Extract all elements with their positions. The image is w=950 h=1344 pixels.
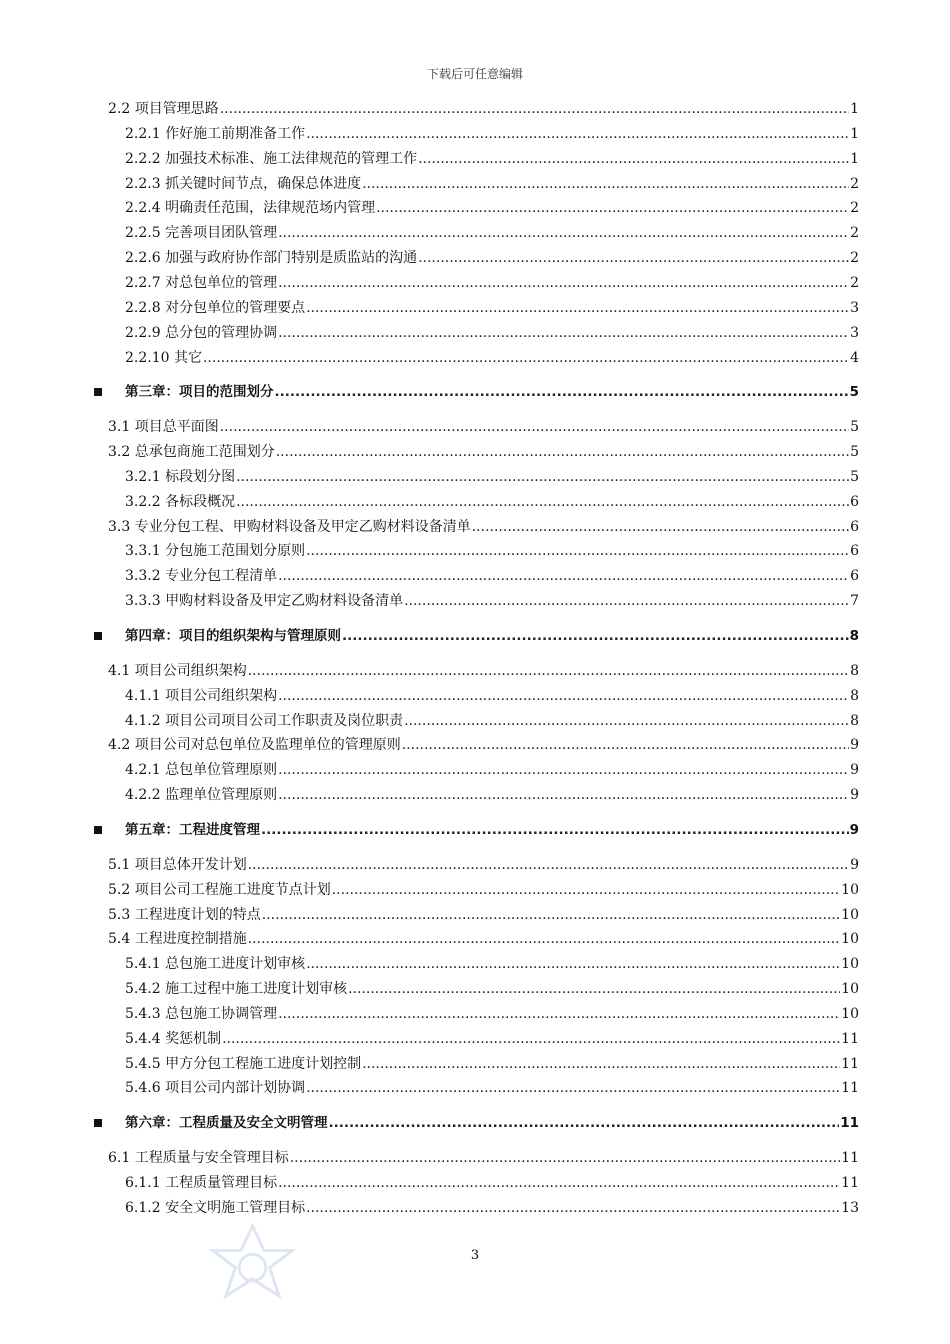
toc-entry[interactable] [125, 684, 859, 708]
toc-row[interactable] [0, 903, 950, 927]
toc-entry-page: 2 [850, 200, 859, 217]
toc-dot-leader [472, 515, 849, 539]
toc-entry-page: 2 [850, 225, 859, 242]
toc-entry[interactable] [108, 903, 859, 927]
toc-row[interactable] [0, 246, 950, 270]
toc-entry[interactable] [125, 783, 859, 807]
toc-chapter-row[interactable] [0, 380, 950, 404]
toc-entry-title: 5.3 工程进度计划的特点 [108, 906, 261, 923]
toc-entry-title: 4.1.2 项目公司项目公司工作职责及岗位职责 [125, 712, 404, 729]
toc-entry-page: 3 [850, 299, 859, 316]
toc-entry[interactable] [108, 878, 859, 902]
toc-entry-title: 6.1.2 安全文明施工管理目标 [125, 1199, 306, 1216]
toc-entry-page: 6 [850, 518, 859, 535]
toc-entry-page: 10 [841, 881, 859, 898]
toc-dot-leader [262, 903, 840, 927]
toc-chapter-row[interactable] [0, 1111, 950, 1135]
toc-row[interactable] [0, 440, 950, 464]
toc-dot-leader [278, 564, 849, 588]
toc-dot-leader [404, 709, 849, 733]
toc-dot-leader [418, 246, 849, 270]
toc-entry-page: 1 [850, 150, 859, 167]
toc-entry[interactable] [125, 196, 859, 220]
toc-row[interactable] [0, 1002, 950, 1026]
toc-entry[interactable] [108, 415, 859, 439]
toc-entry[interactable] [125, 1027, 859, 1051]
toc-entry-title: 第六章：工程质量及安全文明管理 [125, 1115, 328, 1132]
toc-row[interactable] [0, 490, 950, 514]
toc-entry[interactable] [108, 1146, 859, 1170]
toc-entry[interactable] [125, 1111, 859, 1135]
toc-entry-title: 2.2.2 加强技术标准、施工法律规范的管理工作 [125, 150, 418, 167]
toc-row[interactable] [0, 878, 950, 902]
toc-entry-title: 2.2.9 总分包的管理协调 [125, 324, 278, 341]
toc-entry-page: 6 [850, 493, 859, 510]
toc-entry-page: 5 [850, 468, 859, 485]
toc-row[interactable] [0, 1171, 950, 1195]
toc-dot-leader [348, 977, 840, 1001]
toc-entry-title: 5.4.5 甲方分包工程施工进度计划控制 [125, 1055, 362, 1072]
toc-row[interactable] [0, 733, 950, 757]
toc-entry[interactable] [125, 465, 859, 489]
toc-entry[interactable] [125, 172, 859, 196]
toc-dot-leader [261, 818, 849, 842]
toc-dot-leader [278, 271, 849, 295]
toc-row[interactable] [0, 1196, 950, 1220]
toc-entry[interactable] [125, 1196, 859, 1220]
toc-entry-page: 11 [841, 1030, 859, 1047]
toc-dot-leader [248, 853, 849, 877]
toc-entry-page: 5 [850, 419, 859, 436]
toc-entry-title: 5.4.2 施工过程中施工进度计划审核 [125, 981, 348, 998]
toc-dot-leader [278, 221, 849, 245]
page-number: 3 [470, 1248, 480, 1263]
toc-entry-title: 5.4.4 奖惩机制 [125, 1030, 222, 1047]
toc-entry-page: 11 [841, 1175, 859, 1191]
toc-entry-title: 6.1.1 工程质量管理目标 [125, 1175, 278, 1191]
toc-entry[interactable] [125, 1002, 859, 1026]
toc-dot-leader [278, 783, 849, 807]
toc-row[interactable] [0, 346, 950, 370]
toc-entry-page: 8 [849, 628, 859, 644]
toc-entry-page: 10 [841, 931, 859, 948]
toc-entry-page: 2 [850, 274, 859, 291]
toc-row[interactable] [0, 147, 950, 171]
toc-dot-leader [203, 346, 849, 370]
toc-entry[interactable] [125, 977, 859, 1001]
toc-entry[interactable] [125, 758, 859, 782]
toc-entry-title: 4.1 项目公司组织架构 [108, 662, 247, 679]
toc-entry-page: 9 [850, 737, 859, 754]
toc-entry-title: 3.3.1 分包施工范围划分原则 [125, 543, 306, 560]
toc-dot-leader [329, 1111, 840, 1135]
toc-dot-leader [220, 97, 849, 121]
toc-dot-leader [236, 465, 849, 489]
toc-entry[interactable] [125, 346, 859, 370]
toc-entry-title: 2.2.8 对分包单位的管理要点 [125, 299, 306, 316]
toc-entry-title: 3.3.3 甲购材料设备及甲定乙购材料设备清单 [125, 593, 404, 610]
toc-entry[interactable] [125, 380, 859, 404]
toc-entry[interactable] [125, 321, 859, 345]
toc-row[interactable] [0, 1052, 950, 1076]
toc-row[interactable] [0, 415, 950, 439]
toc-dot-leader [278, 321, 849, 345]
toc-entry-title: 6.1 工程质量与安全管理目标 [108, 1150, 289, 1167]
square-bullet-icon [94, 632, 102, 640]
toc-entry-page: 6 [850, 568, 859, 585]
toc-row[interactable] [0, 321, 950, 345]
toc-entry-page: 9 [850, 787, 859, 804]
toc-dot-leader [248, 659, 849, 683]
toc-entry[interactable] [125, 624, 859, 648]
toc-entry-page: 10 [841, 906, 859, 923]
toc-entry-page: 10 [841, 981, 859, 998]
toc-entry-page: 3 [850, 324, 859, 341]
toc-entry[interactable] [125, 1076, 859, 1100]
toc-entry-title: 5.4.1 总包施工进度计划审核 [125, 956, 306, 973]
toc-entry-title: 2.2.3 抓关键时间节点，确保总体进度 [125, 175, 362, 192]
toc-row[interactable] [0, 271, 950, 295]
toc-entry[interactable] [108, 659, 859, 683]
toc-row[interactable] [0, 1027, 950, 1051]
toc-dot-leader [306, 952, 840, 976]
toc-entry-page: 11 [841, 1055, 859, 1072]
square-bullet-icon [94, 388, 102, 396]
toc-entry-title: 5.4.3 总包施工协调管理 [125, 1005, 278, 1022]
toc-row[interactable] [0, 97, 950, 121]
toc-entry[interactable] [108, 440, 859, 464]
toc-row[interactable] [0, 122, 950, 146]
toc-chapter-row[interactable] [0, 818, 950, 842]
watermark-logo-icon [205, 1222, 300, 1317]
toc-entry-page: 7 [850, 593, 859, 610]
toc-dot-leader [222, 1027, 840, 1051]
toc-row[interactable] [0, 709, 950, 733]
toc-entry-title: 2.2.1 作好施工前期准备工作 [125, 125, 306, 142]
toc-entry[interactable] [108, 733, 859, 757]
toc-entry-title: 2.2.6 加强与政府协作部门特别是质监站的沟通 [125, 250, 418, 267]
toc-entry-page: 9 [850, 762, 859, 779]
toc-entry[interactable] [125, 147, 859, 171]
toc-dot-leader [362, 1052, 840, 1076]
toc-row[interactable] [0, 172, 950, 196]
toc-entry[interactable] [125, 589, 859, 613]
toc-entry-title: 3.3.2 专业分包工程清单 [125, 568, 278, 585]
toc-row[interactable] [0, 221, 950, 245]
toc-entry-title: 5.1 项目总体开发计划 [108, 856, 247, 873]
toc-entry-page: 11 [841, 1150, 859, 1167]
toc-entry-title: 2.2.10 其它 [125, 349, 202, 366]
toc-entry[interactable] [108, 853, 859, 877]
toc-row[interactable] [0, 853, 950, 877]
square-bullet-icon [94, 1119, 102, 1127]
toc-dot-leader [236, 490, 849, 514]
toc-entry-page: 9 [849, 821, 859, 838]
toc-row[interactable] [0, 515, 950, 539]
toc-dot-leader [342, 624, 849, 648]
toc-dot-leader [248, 927, 840, 951]
toc-entry[interactable] [108, 927, 859, 951]
toc-dot-leader [278, 1171, 840, 1195]
toc-entry-title: 第四章：项目的组织架构与管理原则 [125, 628, 341, 644]
toc-dot-leader [332, 878, 840, 902]
toc-entry[interactable] [125, 564, 859, 588]
toc-dot-leader [306, 1076, 840, 1100]
toc-entry[interactable] [125, 818, 859, 842]
toc-entry-page: 1 [850, 101, 859, 117]
toc-row[interactable] [0, 927, 950, 951]
toc-dot-leader [376, 196, 849, 220]
toc-row[interactable] [0, 589, 950, 613]
page-header: 下载后可任意编辑 [426, 67, 523, 81]
toc-row[interactable] [0, 539, 950, 563]
toc-dot-leader [220, 415, 849, 439]
toc-entry-page: 5 [850, 444, 859, 461]
toc-row[interactable] [0, 1146, 950, 1170]
toc-dot-leader [418, 147, 849, 171]
toc-dot-leader [306, 539, 849, 563]
toc-entry-title: 第三章：项目的范围划分 [125, 384, 274, 401]
toc-row[interactable] [0, 783, 950, 807]
toc-dot-leader [278, 684, 849, 708]
toc-entry-page: 2 [850, 250, 859, 267]
toc-entry-title: 2.2.7 对总包单位的管理 [125, 274, 278, 291]
toc-dot-leader [275, 380, 849, 404]
toc-row[interactable] [0, 1076, 950, 1100]
toc-entry-page: 1 [850, 125, 859, 142]
toc-entry-page: 10 [841, 1005, 859, 1022]
toc-entry[interactable] [108, 515, 859, 539]
toc-dot-leader [276, 440, 849, 464]
toc-dot-leader [402, 733, 849, 757]
toc-entry[interactable] [108, 97, 859, 121]
toc-dot-leader [278, 758, 849, 782]
toc-entry-title: 5.2 项目公司工程施工进度节点计划 [108, 881, 331, 898]
toc-entry-title: 4.2.1 总包单位管理原则 [125, 762, 278, 779]
toc-entry-page: 9 [850, 856, 859, 873]
toc-entry[interactable] [125, 709, 859, 733]
toc-entry-title: 第五章：工程进度管理 [125, 821, 260, 838]
toc-chapter-row[interactable] [0, 624, 950, 648]
toc-entry[interactable] [125, 246, 859, 270]
toc-row[interactable] [0, 758, 950, 782]
toc-row[interactable] [0, 196, 950, 220]
toc-dot-leader [306, 122, 849, 146]
toc-row[interactable] [0, 977, 950, 1001]
toc-entry-title: 4.2.2 监理单位管理原则 [125, 787, 278, 804]
toc-entry-page: 8 [850, 662, 859, 679]
toc-row[interactable] [0, 684, 950, 708]
toc-entry-title: 5.4.6 项目公司内部计划协调 [125, 1080, 306, 1097]
toc-entry-page: 6 [850, 543, 859, 560]
toc-entry-title: 4.2 项目公司对总包单位及监理单位的管理原则 [108, 737, 401, 754]
toc-entry-page: 11 [841, 1080, 859, 1097]
toc-entry-page: 13 [841, 1199, 859, 1216]
toc-entry[interactable] [125, 1052, 859, 1076]
toc-entry-title: 5.4 工程进度控制措施 [108, 931, 247, 948]
toc-entry-title: 4.1.1 项目公司组织架构 [125, 687, 278, 704]
toc-entry[interactable] [125, 221, 859, 245]
toc-entry-title: 3.2.2 各标段概况 [125, 493, 236, 510]
toc-dot-leader [362, 172, 849, 196]
toc-dot-leader [306, 1196, 840, 1220]
square-bullet-icon [94, 826, 102, 834]
toc-row[interactable] [0, 564, 950, 588]
toc-entry[interactable] [125, 539, 859, 563]
toc-dot-leader [278, 1002, 840, 1026]
toc-row[interactable] [0, 465, 950, 489]
toc-entry[interactable] [125, 490, 859, 514]
toc-entry[interactable] [125, 271, 859, 295]
toc-dot-leader [290, 1146, 840, 1170]
toc-entry-page: 4 [850, 349, 859, 366]
toc-row[interactable] [0, 659, 950, 683]
toc-entry-title: 2.2.5 完善项目团队管理 [125, 225, 278, 242]
toc-dot-leader [404, 589, 849, 613]
toc-row[interactable] [0, 952, 950, 976]
toc-entry[interactable] [125, 296, 859, 320]
toc-entry[interactable] [125, 1171, 859, 1195]
toc-entry-title: 2.2 项目管理思路 [108, 101, 219, 117]
toc-entry-page: 10 [841, 956, 859, 973]
toc-entry-page: 5 [849, 384, 859, 401]
toc-entry-title: 3.1 项目总平面图 [108, 419, 219, 436]
toc-entry[interactable] [125, 122, 859, 146]
toc-dot-leader [306, 296, 849, 320]
toc-row[interactable] [0, 296, 950, 320]
toc-entry-page: 8 [850, 687, 859, 704]
toc-entry-title: 3.3 专业分包工程、甲购材料设备及甲定乙购材料设备清单 [108, 518, 471, 535]
toc-entry-page: 11 [840, 1115, 859, 1132]
toc-entry[interactable] [125, 952, 859, 976]
toc-entry-page: 8 [850, 712, 859, 729]
toc-entry-title: 3.2.1 标段划分图 [125, 468, 236, 485]
toc-entry-title: 3.2 总承包商施工范围划分 [108, 444, 275, 461]
toc-entry-page: 2 [850, 175, 859, 192]
toc-entry-title: 2.2.4 明确责任范围，法律规范场内管理 [125, 200, 376, 217]
